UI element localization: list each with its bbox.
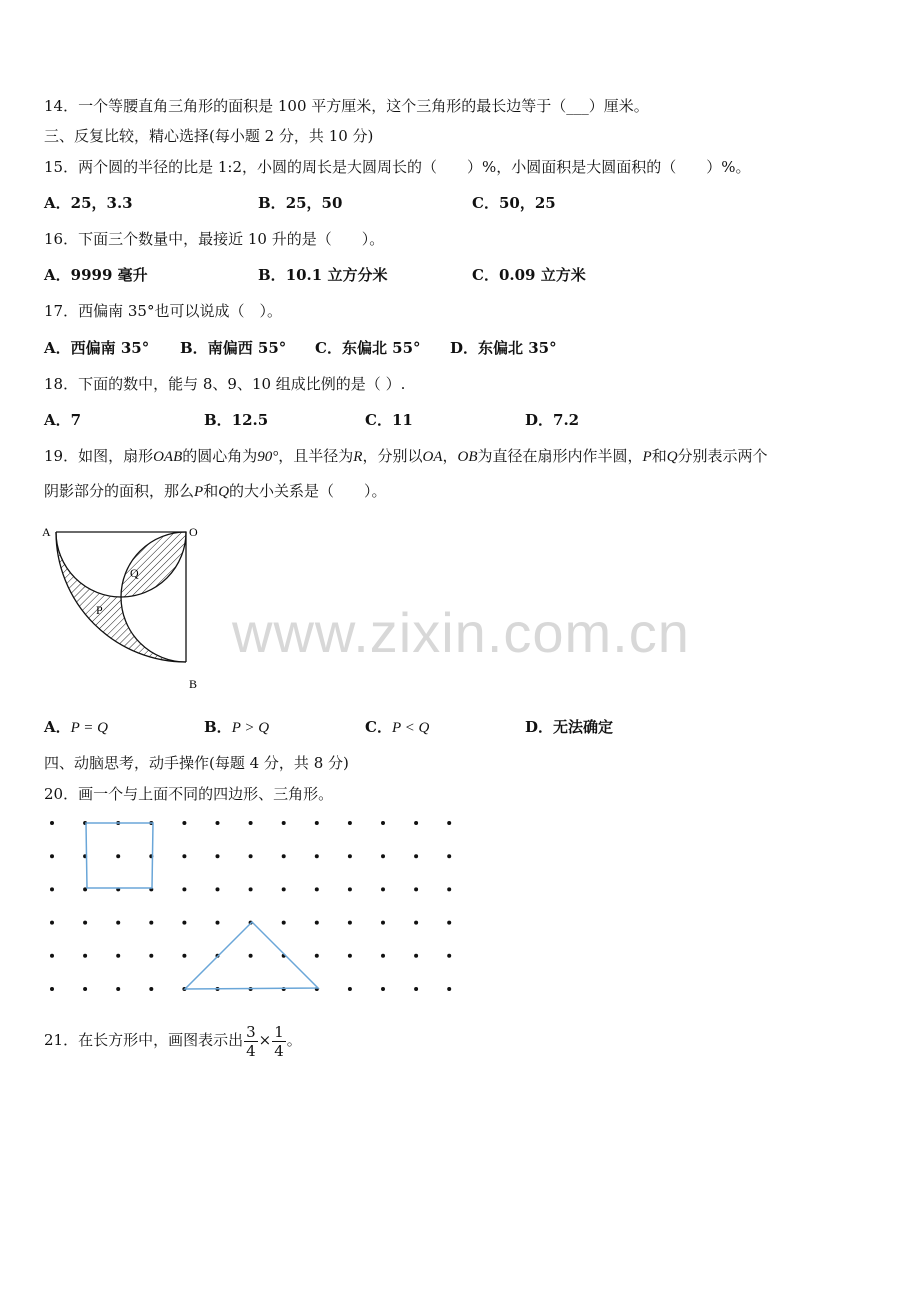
grid-dot bbox=[116, 954, 120, 958]
question-15: 15．两个圆的半径的比是 1:2，小圆的周长是大圆周长的（ ）%，小圆面积是大圆面积的（ ）%。 bbox=[44, 158, 751, 176]
q17-option-a[interactable]: A．西偏南 35° bbox=[44, 339, 150, 357]
q16-option-c[interactable]: C．0.09 立方米 bbox=[472, 266, 586, 284]
q19-option-a[interactable]: A．P = Q bbox=[44, 718, 108, 736]
q19-option-b[interactable]: B．P > Q bbox=[204, 718, 270, 736]
grid-dot bbox=[216, 854, 220, 858]
grid-dot bbox=[348, 854, 352, 858]
grid-dot bbox=[282, 921, 286, 925]
grid-dot bbox=[216, 921, 220, 925]
grid-dot bbox=[315, 887, 319, 891]
grid-dot bbox=[414, 821, 418, 825]
shaded-region-q bbox=[121, 532, 186, 597]
grid-dot bbox=[447, 921, 451, 925]
q18-option-c[interactable]: C．11 bbox=[365, 411, 413, 429]
dot-grid[interactable] bbox=[40, 812, 460, 992]
grid-dot bbox=[182, 921, 186, 925]
grid-dot bbox=[414, 887, 418, 891]
label-p: P bbox=[96, 603, 103, 617]
grid-dot bbox=[381, 854, 385, 858]
grid-dot bbox=[249, 821, 253, 825]
grid-dot bbox=[348, 987, 352, 991]
grid-dot bbox=[50, 887, 54, 891]
label-q: Q bbox=[130, 566, 139, 580]
grid-dot bbox=[348, 954, 352, 958]
q16-option-b[interactable]: B．10.1 立方分米 bbox=[258, 266, 388, 284]
grid-dot bbox=[249, 854, 253, 858]
grid-dot bbox=[447, 821, 451, 825]
grid-dot bbox=[216, 887, 220, 891]
grid-dot bbox=[315, 821, 319, 825]
grid-dot bbox=[50, 821, 54, 825]
q19-option-c[interactable]: C．P < Q bbox=[365, 718, 430, 736]
grid-dot bbox=[50, 954, 54, 958]
question-21: 21．在长方形中，画图表示出 $\frac{3}{4}$ × $\frac{1}{4}$ 。 bbox=[44, 1022, 302, 1060]
q15-option-b[interactable]: B．25，50 bbox=[258, 194, 343, 212]
grid-dot bbox=[348, 887, 352, 891]
grid-dot bbox=[447, 987, 451, 991]
grid-dot bbox=[414, 987, 418, 991]
grid-dot bbox=[249, 954, 253, 958]
watermark: www.zixin.com.cn bbox=[232, 601, 690, 664]
grid-dot bbox=[116, 854, 120, 858]
q17-option-c[interactable]: C．东偏北 55° bbox=[315, 339, 421, 357]
grid-dot bbox=[182, 854, 186, 858]
grid-dot bbox=[83, 921, 87, 925]
grid-dot bbox=[83, 954, 87, 958]
grid-dot bbox=[149, 987, 153, 991]
question-18: 18．下面的数中，能与 8、9、10 组成比例的是（ ）. bbox=[44, 375, 406, 393]
grid-dot bbox=[381, 987, 385, 991]
label-o: O bbox=[189, 525, 198, 539]
q18-option-a[interactable]: A．7 bbox=[44, 411, 82, 429]
grid-dot bbox=[447, 954, 451, 958]
fraction-1-4: $\frac{1}{4}$ bbox=[274, 1022, 284, 1060]
q19-option-d[interactable]: D．无法确定 bbox=[525, 718, 614, 736]
grid-dot bbox=[282, 821, 286, 825]
grid-dot bbox=[116, 987, 120, 991]
grid-dot bbox=[447, 854, 451, 858]
grid-dot bbox=[83, 987, 87, 991]
q17-option-b[interactable]: B．南偏西 55° bbox=[180, 339, 287, 357]
grid-dot bbox=[249, 887, 253, 891]
question-17: 17．西偏南 35°也可以说成（ ）。 bbox=[44, 302, 282, 320]
grid-dot bbox=[414, 921, 418, 925]
grid-dot bbox=[216, 821, 220, 825]
grid-dot bbox=[348, 821, 352, 825]
grid-dot bbox=[149, 921, 153, 925]
sector-figure bbox=[40, 518, 220, 698]
grid-dot bbox=[381, 954, 385, 958]
grid-dot bbox=[381, 821, 385, 825]
grid-dot bbox=[414, 854, 418, 858]
grid-dot bbox=[50, 854, 54, 858]
q17-option-d[interactable]: D．东偏北 35° bbox=[450, 339, 557, 357]
fraction-3-4: $\frac{3}{4}$ bbox=[246, 1022, 256, 1060]
grid-dot bbox=[116, 921, 120, 925]
section-4-heading: 四、动脑思考，动手操作(每题 4 分，共 8 分) bbox=[44, 754, 349, 772]
grid-dot bbox=[381, 887, 385, 891]
q16-option-a[interactable]: A．9999 毫升 bbox=[44, 266, 148, 284]
section-3-heading: 三、反复比较，精心选择(每小题 2 分，共 10 分) bbox=[44, 127, 374, 145]
grid-dot bbox=[447, 887, 451, 891]
question-20: 20．画一个与上面不同的四边形、三角形。 bbox=[44, 785, 334, 803]
q18-option-b[interactable]: B．12.5 bbox=[204, 411, 269, 429]
label-b: B bbox=[189, 677, 198, 691]
grid-dot bbox=[282, 887, 286, 891]
q15-option-c[interactable]: C．50，25 bbox=[472, 194, 556, 212]
question-16: 16．下面三个数量中，最接近 10 升的是（ ）。 bbox=[44, 230, 385, 248]
grid-dot bbox=[315, 921, 319, 925]
grid-dot bbox=[348, 921, 352, 925]
question-19-line-2: 阴影部分的面积，那么P和Q的大小关系是（ ）。 bbox=[44, 482, 387, 500]
grid-dot bbox=[149, 954, 153, 958]
grid-dot bbox=[50, 921, 54, 925]
question-19-line-1: 19．如图，扇形OAB的圆心角为90°，且半径为R，分别以OA，OB为直径在扇形内作半圆，P和Q分别表示两个 bbox=[44, 447, 768, 465]
label-a: A bbox=[42, 525, 51, 539]
q18-option-d[interactable]: D．7.2 bbox=[525, 411, 580, 429]
q15-option-a[interactable]: A．25，3.3 bbox=[44, 194, 133, 212]
grid-dot bbox=[182, 887, 186, 891]
grid-dot bbox=[315, 954, 319, 958]
grid-dot bbox=[182, 821, 186, 825]
grid-dot bbox=[50, 987, 54, 991]
grid-dot bbox=[315, 854, 319, 858]
grid-dot bbox=[182, 954, 186, 958]
question-14: 14．一个等腰直角三角形的面积是 100 平方厘米，这个三角形的最长边等于（___）厘米。 bbox=[44, 97, 649, 115]
grid-dot bbox=[381, 921, 385, 925]
grid-dot bbox=[414, 954, 418, 958]
grid-dot bbox=[282, 854, 286, 858]
